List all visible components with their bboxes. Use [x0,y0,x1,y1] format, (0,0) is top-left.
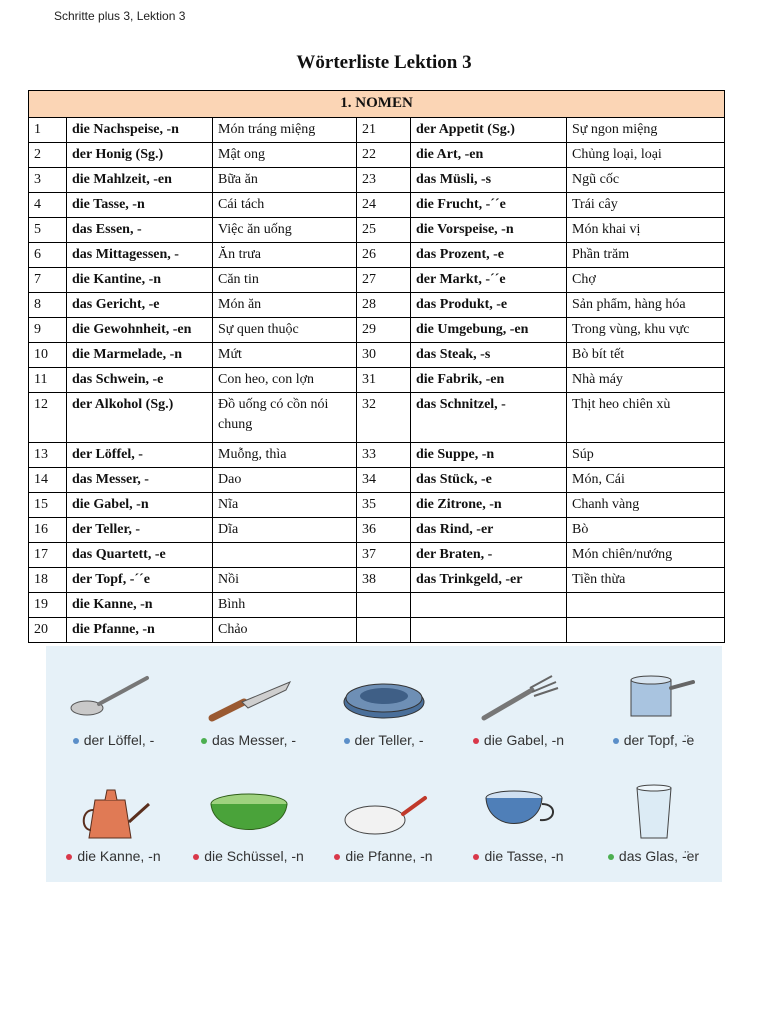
picture-label: das Glas, -̈er [618,848,700,864]
german-word: das Steak, -s [411,343,567,368]
dot [193,854,199,860]
table-row [29,543,725,568]
table-row [29,568,725,593]
dot [613,738,619,744]
row-number: 22 [357,143,411,168]
vietnamese-meaning: Trái cây [567,193,725,218]
german-word: der Appetit (Sg.) [411,118,567,143]
dot [473,738,479,744]
german-word: das Schwein, -e [67,368,213,393]
german-word: das Mittagessen, - [67,243,213,268]
vietnamese-meaning: Tiền thừa [567,568,725,593]
row-number: 23 [357,168,411,193]
vietnamese-meaning: Súp [567,443,725,468]
german-word [411,593,567,618]
row-number: 35 [357,493,411,518]
table-row [29,368,725,393]
german-word: die Gewohnheit, -en [67,318,213,343]
vietnamese-meaning [213,543,357,568]
row-number: 2 [29,143,67,168]
vietnamese-meaning: Món ăn [213,293,357,318]
german-word: die Umgebung, -en [411,318,567,343]
page-title: Wörterliste Lektion 3 [296,52,472,73]
picture-item [586,668,721,748]
row-number: 6 [29,243,67,268]
row-number: 28 [357,293,411,318]
vietnamese-meaning: Món chiên/nướng [567,543,725,568]
row-number: 33 [357,443,411,468]
picture-item [451,782,586,864]
vietnamese-meaning: Sự quen thuộc [213,318,357,343]
row-number: 7 [29,268,67,293]
german-word: die Frucht, -´´e [411,193,567,218]
row-number: 10 [29,343,67,368]
row-number: 4 [29,193,67,218]
vietnamese-meaning: Đồ uống có cồn nói chung [213,393,357,443]
vietnamese-meaning: Bình [213,593,357,618]
row-number: 36 [357,518,411,543]
german-word: die Vorspeise, -n [411,218,567,243]
german-word: das Müsli, -s [411,168,567,193]
german-word: der Topf, -´´e [67,568,213,593]
german-word: die Marmelade, -n [67,343,213,368]
dot [608,854,614,860]
german-word: der Markt, -´´e [411,268,567,293]
dot [344,738,350,744]
picture-label: die Tasse, -n [484,848,564,864]
german-word: das Rind, -er [411,518,567,543]
vietnamese-meaning: Trong vùng, khu vực [567,318,725,343]
vietnamese-meaning: Nồi [213,568,357,593]
vietnamese-meaning [567,618,725,643]
vietnamese-meaning: Món tráng miệng [213,118,357,143]
row-number: 13 [29,443,67,468]
dot [334,854,340,860]
vietnamese-meaning: Mứt [213,343,357,368]
table-row [29,493,725,518]
vietnamese-meaning: Chảo [213,618,357,643]
pan-icon [339,782,429,844]
picture-label: die Pfanne, -n [345,848,433,864]
german-word: das Prozent, -e [411,243,567,268]
picture-item [316,668,451,748]
german-word: das Essen, - [67,218,213,243]
section-heading: 1. NOMEN [29,91,725,118]
row-number: 5 [29,218,67,243]
table-row [29,193,725,218]
german-word: das Messer, - [67,468,213,493]
row-number: 21 [357,118,411,143]
jug-icon [69,782,159,844]
row-number: 12 [29,393,67,443]
picture-label: der Topf, -̈e [623,732,695,748]
vietnamese-meaning: Sự ngon miệng [567,118,725,143]
vietnamese-meaning: Con heo, con lợn [213,368,357,393]
row-number [357,593,411,618]
german-word: die Pfanne, -n [67,618,213,643]
picture-label: der Teller, - [354,732,424,748]
vietnamese-meaning: Ăn trưa [213,243,357,268]
row-number: 1 [29,118,67,143]
row-number: 27 [357,268,411,293]
vietnamese-meaning: Phần trăm [567,243,725,268]
vietnamese-meaning: Việc ăn uống [213,218,357,243]
dot [473,854,479,860]
dot [66,854,72,860]
row-number: 11 [29,368,67,393]
bowl-icon [204,782,294,844]
table-row [29,593,725,618]
row-number: 38 [357,568,411,593]
german-word: das Quartett, -e [67,543,213,568]
german-word: der Braten, - [411,543,567,568]
vietnamese-meaning: Bữa ăn [213,168,357,193]
picture-item [451,668,586,748]
dot [73,738,79,744]
table-row [29,293,725,318]
german-word: das Produkt, -e [411,293,567,318]
row-number: 25 [357,218,411,243]
german-word: die Art, -en [411,143,567,168]
german-word: das Trinkgeld, -er [411,568,567,593]
german-word: das Schnitzel, - [411,393,567,443]
row-number: 30 [357,343,411,368]
table-row [29,268,725,293]
picture-label: die Kanne, -n [77,848,161,864]
vietnamese-meaning: Dĩa [213,518,357,543]
picture-item [181,782,316,864]
row-number: 29 [357,318,411,343]
table-row [29,343,725,368]
vietnamese-meaning: Dao [213,468,357,493]
vietnamese-meaning: Muỗng, thìa [213,443,357,468]
row-number: 19 [29,593,67,618]
picture-label: das Messer, - [211,732,297,748]
german-word: der Honig (Sg.) [67,143,213,168]
picture-label: der Löffel, - [83,732,155,748]
row-number: 17 [29,543,67,568]
vietnamese-meaning: Chợ [567,268,725,293]
header-note: Schritte plus 3, Lektion 3 [54,9,186,23]
row-number: 20 [29,618,67,643]
vietnamese-meaning: Sản phẩm, hàng hóa [567,293,725,318]
table-row [29,318,725,343]
spoon-icon [69,668,159,724]
row-number [357,618,411,643]
vietnamese-meaning: Chanh vàng [567,493,725,518]
german-word: der Alkohol (Sg.) [67,393,213,443]
row-number: 14 [29,468,67,493]
vietnamese-meaning: Thịt heo chiên xù [567,393,725,443]
table-row [29,168,725,193]
row-number: 9 [29,318,67,343]
german-word: das Stück, -e [411,468,567,493]
row-number: 8 [29,293,67,318]
table-row [29,468,725,493]
row-number: 24 [357,193,411,218]
row-number: 16 [29,518,67,543]
table-row [29,618,725,643]
word-table [28,90,725,643]
glass-icon [609,782,699,844]
vocab-picture-panel [46,646,722,882]
row-number: 37 [357,543,411,568]
german-word: das Gericht, -e [67,293,213,318]
vietnamese-meaning: Nĩa [213,493,357,518]
table-row [29,143,725,168]
german-word: die Suppe, -n [411,443,567,468]
fork-icon [474,668,564,724]
german-word: der Teller, - [67,518,213,543]
vietnamese-meaning: Căn tin [213,268,357,293]
row-number: 3 [29,168,67,193]
german-word: die Tasse, -n [67,193,213,218]
picture-label: die Schüssel, -n [204,848,304,864]
knife-icon [204,668,294,724]
row-number: 31 [357,368,411,393]
vietnamese-meaning [567,593,725,618]
german-word [411,618,567,643]
picture-item [46,668,181,748]
vietnamese-meaning: Mật ong [213,143,357,168]
picture-item [586,782,721,864]
table-row [29,518,725,543]
german-word: die Gabel, -n [67,493,213,518]
german-word: die Kanne, -n [67,593,213,618]
vietnamese-meaning: Nhà máy [567,368,725,393]
picture-item [316,782,451,864]
plate-icon [339,668,429,724]
picture-item [181,668,316,748]
german-word: die Fabrik, -en [411,368,567,393]
table-row [29,393,725,443]
german-word: der Löffel, - [67,443,213,468]
german-word: die Kantine, -n [67,268,213,293]
vietnamese-meaning: Chủng loại, loại [567,143,725,168]
row-number: 32 [357,393,411,443]
picture-label: die Gabel, -n [483,732,565,748]
vietnamese-meaning: Bò bít tết [567,343,725,368]
vietnamese-meaning: Bò [567,518,725,543]
vietnamese-meaning: Cái tách [213,193,357,218]
cup-icon [474,782,564,844]
vietnamese-meaning: Ngũ cốc [567,168,725,193]
german-word: die Mahlzeit, -en [67,168,213,193]
table-row [29,443,725,468]
pot-icon [609,668,699,724]
picture-item [46,782,181,864]
row-number: 18 [29,568,67,593]
vietnamese-meaning: Món, Cái [567,468,725,493]
german-word: die Nachspeise, -n [67,118,213,143]
row-number: 34 [357,468,411,493]
vietnamese-meaning: Món khai vị [567,218,725,243]
dot [201,738,207,744]
row-number: 26 [357,243,411,268]
table-row [29,118,725,143]
table-row [29,218,725,243]
german-word: die Zitrone, -n [411,493,567,518]
row-number: 15 [29,493,67,518]
table-row [29,243,725,268]
